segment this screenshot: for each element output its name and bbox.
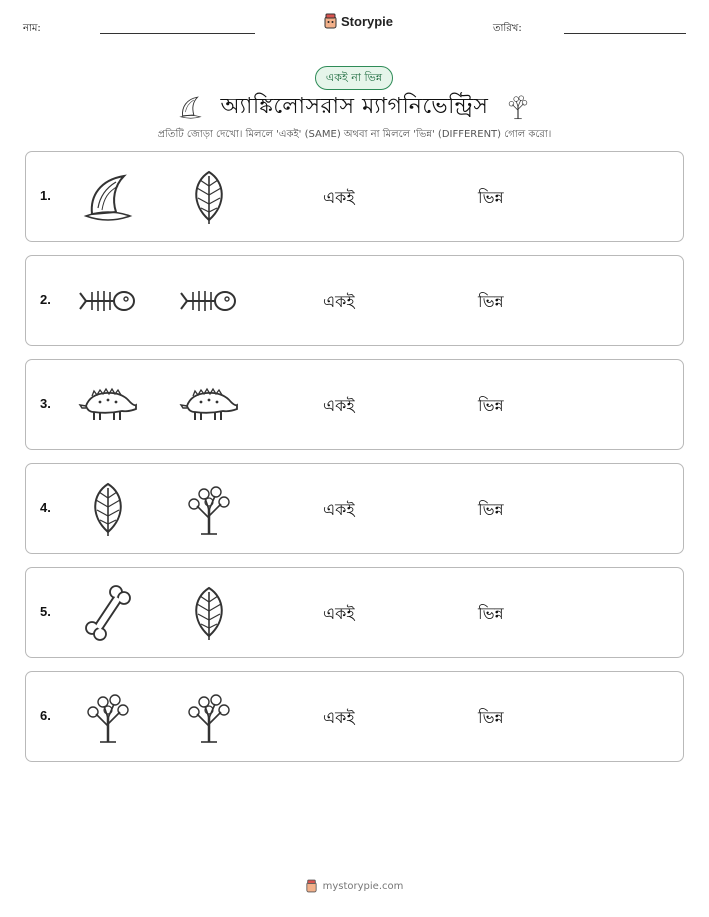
question-row xyxy=(25,151,684,242)
option-same[interactable]: একই xyxy=(323,292,355,311)
leaf-icon xyxy=(179,168,239,226)
question-number: 4. xyxy=(40,500,51,515)
ankylosaurus-icon xyxy=(78,376,138,434)
fish-bone-icon xyxy=(179,272,239,330)
tree-icon xyxy=(179,480,239,538)
title-row xyxy=(0,90,709,124)
date-line[interactable] xyxy=(564,33,686,34)
tree-icon xyxy=(504,93,532,121)
tree-icon xyxy=(179,688,239,746)
name-line[interactable] xyxy=(100,33,255,34)
question-number: 3. xyxy=(40,396,51,411)
option-same[interactable]: একই xyxy=(323,604,355,623)
option-same[interactable]: একই xyxy=(323,500,355,519)
question-row xyxy=(25,359,684,450)
storypie-mascot-icon xyxy=(324,13,337,29)
claw-icon xyxy=(78,168,138,226)
question-row xyxy=(25,255,684,346)
footer xyxy=(0,879,709,893)
storypie-logo xyxy=(324,13,393,29)
question-number: 2. xyxy=(40,292,51,307)
claw-icon xyxy=(177,93,205,121)
leaf-icon xyxy=(78,480,138,538)
option-different[interactable]: ভিন্ন xyxy=(478,292,504,311)
bone-icon xyxy=(78,584,138,642)
question-row xyxy=(25,463,684,554)
activity-badge: একই না ভিন্ন xyxy=(315,66,393,90)
option-different[interactable]: ভিন্ন xyxy=(478,500,504,519)
option-different[interactable]: ভিন্ন xyxy=(478,188,504,207)
worksheet-header xyxy=(0,0,709,50)
question-number: 6. xyxy=(40,708,51,723)
storypie-mascot-icon xyxy=(306,879,317,893)
date-label: তারিখ: xyxy=(493,23,522,34)
name-label: নাম: xyxy=(23,23,41,34)
tree-icon xyxy=(78,688,138,746)
option-same[interactable]: একই xyxy=(323,396,355,415)
option-different[interactable]: ভিন্ন xyxy=(478,396,504,415)
option-different[interactable]: ভিন্ন xyxy=(478,708,504,727)
question-number: 5. xyxy=(40,604,51,619)
question-number: 1. xyxy=(40,188,51,203)
leaf-icon xyxy=(179,584,239,642)
option-same[interactable]: একই xyxy=(323,708,355,727)
option-different[interactable]: ভিন্ন xyxy=(478,604,504,623)
ankylosaurus-icon xyxy=(179,376,239,434)
question-row xyxy=(25,567,684,658)
brand-name: Storypie xyxy=(341,13,394,29)
instructions: প্রতিটি জোড়া দেখো। মিললে 'একই' (SAME) অথবা না মিললে 'ভিন্ন' (DIFFERENT) গোল করো। xyxy=(157,129,552,140)
option-same[interactable]: একই xyxy=(323,188,355,207)
footer-url: mystorypie.com xyxy=(322,880,404,892)
question-row xyxy=(25,671,684,762)
fish-bone-icon xyxy=(78,272,138,330)
page-title: অ্যাঙ্কিলোসরাস ম্যাগনিভেন্ট্রিস xyxy=(220,93,489,119)
